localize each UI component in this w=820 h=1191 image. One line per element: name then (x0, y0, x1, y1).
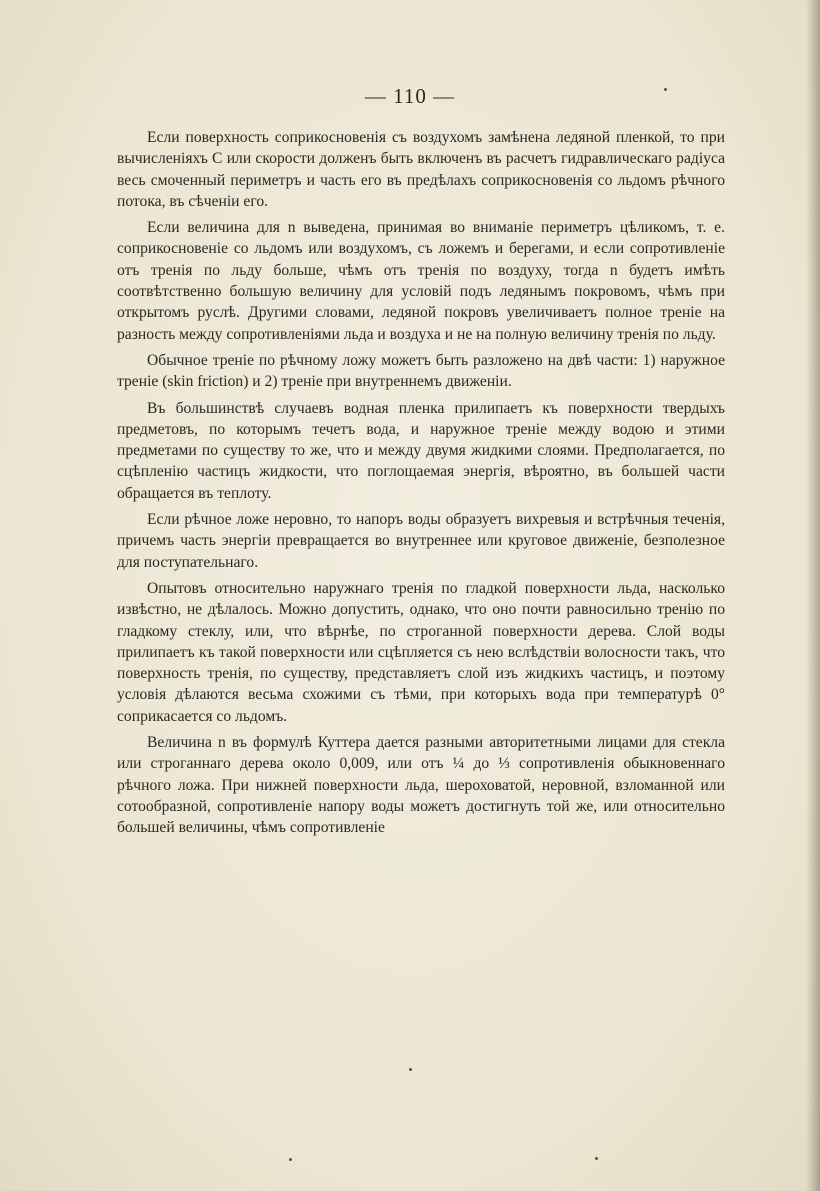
body-text (117, 127, 725, 844)
paragraph-5: Если рѣчное ложе неровно, то напоръ воды образуетъ вихревыя и встрѣчныя теченія, причемъ часть энергіи превращается во внутреннее или круговое движеніе, безполезное для поступательнаго. (117, 511, 725, 571)
page-number: — 110 — (364, 84, 456, 108)
paragraph-4: Въ большинствѣ случаевъ водная пленка прилипаетъ къ поверхности твердыхъ предметовъ, по которымъ течетъ вода, и наружное треніе между водою и этими предметами по существу то же, что и между двумя жидкими слоями. Предполагается, по сцѣпленію частицъ жидкости, что поглощаемая энергія, вѣроятно, въ большей части обращается въ теплоту. (117, 399, 725, 502)
paragraph-2: Если величина для n выведена, принимая во вниманіе периметръ цѣликомъ, т. е. соприкосновеніе со льдомъ или воздухомъ, съ ложемъ и берегами, и если сопротивленіе отъ тренія по льду больше, чѣмъ отъ тренія по воздуху, тогда n будетъ имѣть соотвѣтственно большую величину для условій подъ ледянымъ покровомъ, чѣмъ при открытомъ руслѣ. Другими словами, ледяной покровъ увеличиваетъ полное треніе на разность между сопротивленіями льда и воздуха и не на полную величину тренія по льду. (117, 219, 725, 343)
paragraph-7: Величина n въ формулѣ Куттера дается разными авторитетными лицами для стекла или строганнаго дерева около 0,009, или отъ ¼ до ⅓ сопротивленія обыкновеннаго рѣчного ложа. При нижней поверхности льда, шероховатой, неровной, взломанной или сотообразной, сопротивленіе напору воды можетъ достигнуть той же, или относительно большей величины, чѣмъ сопротивленіе (117, 734, 725, 837)
paragraph-1: Если поверхность соприкосновенія съ воздухомъ замѣнена ледяной пленкой, то при вычисленіяхъ C или скорости долженъ быть включенъ въ расчетъ гидравлическаго радіуса весь смоченный периметръ и часть его въ предѣлахъ соприкосновенія со льдомъ рѣчного потока, въ сѣченіи его. (117, 129, 725, 210)
paper-speck (409, 1068, 412, 1071)
paper-speck (595, 1157, 598, 1160)
paper-speck (664, 88, 667, 91)
paper-speck (289, 1158, 292, 1161)
paragraph-6: Опытовъ относительно наружнаго тренія по гладкой поверхности льда, насколько извѣстно, не дѣлалось. Можно допустить, однако, что оно почти равносильно тренію по гладкому стеклу, или, что вѣрнѣе, по строганной поверхности дерева. Слой воды прилипаетъ къ такой поверхности или сцѣпляется съ нею вслѣдствіи волосности такъ, что поверхность тренія, по существу, представляетъ слой изъ жидкихъ частицъ, и поэтому условія дѣлаются весьма схожими съ тѣми, при которыхъ вода при температурѣ 0° соприкасается со льдомъ. (117, 579, 725, 725)
page-edge-shadow (806, 0, 820, 1191)
paragraph-3: Обычное треніе по рѣчному ложу можетъ быть разложено на двѣ части: 1) наружное треніе (skin friction) и 2) треніе при внутреннемъ движеніи. (117, 351, 725, 391)
